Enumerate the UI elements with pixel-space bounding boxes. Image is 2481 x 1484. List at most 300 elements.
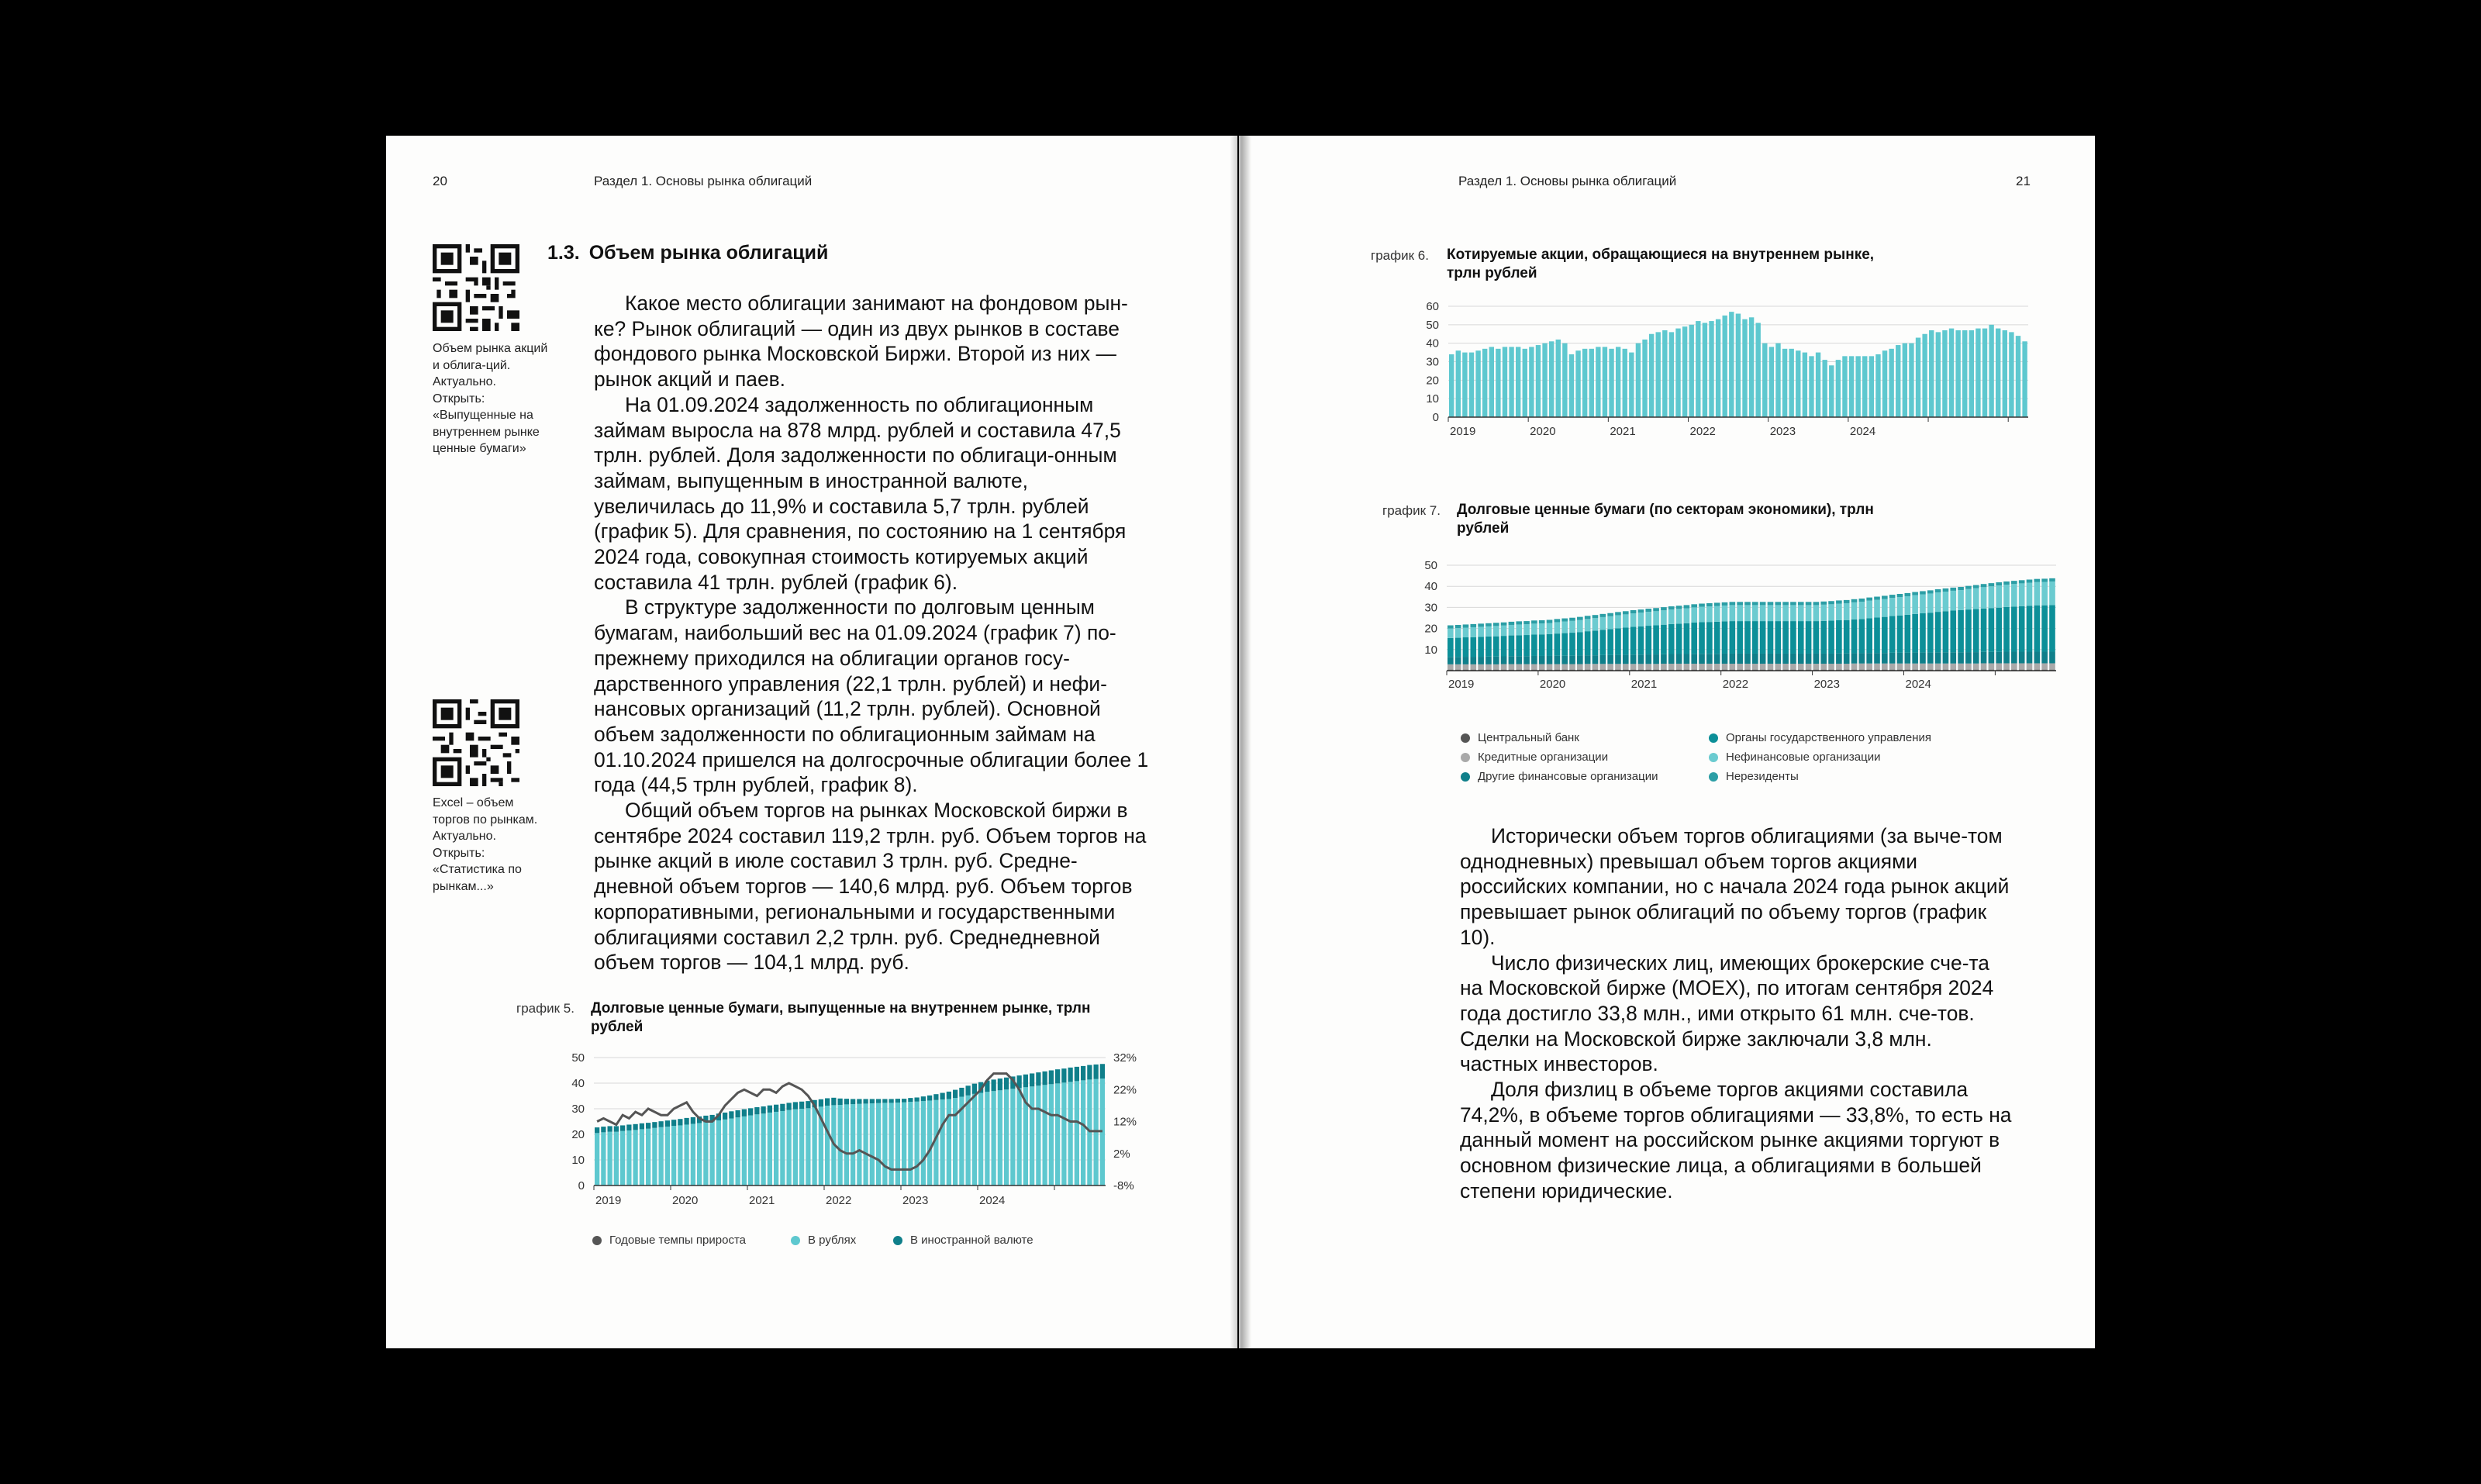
bar-gov <box>1577 632 1583 655</box>
bar-gov <box>1448 638 1454 657</box>
bar-fx <box>889 1099 894 1103</box>
bar-nonres <box>1531 620 1537 623</box>
bar-nonfin <box>1950 591 1956 611</box>
bar-gov <box>1782 621 1789 654</box>
bar-gov <box>1523 635 1530 656</box>
legend-swatch <box>1461 772 1470 782</box>
bar-nonres <box>1668 606 1675 609</box>
bar-nonfin <box>1600 617 1606 630</box>
section-heading <box>547 242 828 264</box>
bar-fx <box>640 1123 644 1130</box>
chart7 <box>1408 554 2067 702</box>
bar-other-fin <box>1615 655 1621 664</box>
bar <box>1949 329 1954 417</box>
bar-nonres <box>1455 625 1461 628</box>
bar-credit <box>1523 664 1530 670</box>
bar-gov <box>1684 623 1690 654</box>
bar <box>2016 336 2020 417</box>
bar-rub <box>825 1106 830 1185</box>
bar-fx <box>742 1110 747 1116</box>
bar-other-fin <box>1470 657 1476 664</box>
x-tick-label: 2019 <box>1450 425 1476 438</box>
bar-credit <box>1691 664 1697 670</box>
bar-nonres <box>1806 602 1812 605</box>
bar-nonres <box>1539 620 1545 623</box>
bar-credit <box>1501 664 1507 670</box>
bar <box>1762 343 1767 417</box>
bar-fx <box>851 1099 855 1104</box>
bar-rub <box>1036 1085 1040 1185</box>
bar <box>1829 365 1834 417</box>
bar-credit <box>1539 664 1545 670</box>
bar-nonfin <box>1820 605 1827 621</box>
bar-gov <box>1722 621 1728 654</box>
bar-nonfin <box>1547 623 1553 634</box>
bar-gov <box>1561 633 1568 656</box>
bar-other-fin <box>1523 656 1530 664</box>
bar-fx <box>966 1085 971 1096</box>
bar-credit <box>1897 664 1903 670</box>
bar-nonfin <box>1463 628 1469 638</box>
right-page <box>1239 136 2095 1348</box>
bar-gov <box>1950 610 1956 652</box>
right-body-text <box>1460 823 2015 1204</box>
bar-fx <box>806 1101 810 1108</box>
bar-gov <box>2003 607 2010 652</box>
bar-other-fin <box>1920 653 1926 664</box>
bar-fx <box>1094 1065 1099 1079</box>
bar-fx <box>620 1125 625 1130</box>
bar-other-fin <box>1661 654 1667 664</box>
chart7-legend-nonfin <box>1709 751 1880 764</box>
bar-other-fin <box>1912 653 1918 664</box>
bar-rub <box>608 1132 612 1185</box>
bar <box>1809 356 1813 417</box>
bar-credit <box>1775 664 1781 670</box>
bar-rub <box>665 1127 670 1185</box>
bar-nonfin <box>1973 588 1979 609</box>
bar-nonres <box>1661 607 1667 610</box>
bar-nonfin <box>1523 624 1530 635</box>
bar-gov <box>1706 622 1713 654</box>
paragraph: Доля физлиц в объеме торгов акциями составила 74,2%, в объеме торгов облигациями — 33,8%, то есть на данный момент на российском рынке акциями торгуют в основном физические лица, а облигациями в большей степени юридические. <box>1460 1078 2012 1203</box>
bar-credit <box>1516 664 1522 670</box>
legend-label: Годовые темпы прироста <box>609 1234 746 1247</box>
bar <box>1616 347 1620 417</box>
paragraph: Общий объем торгов на рынках Московской биржи в сентябре 2024 составил 119,2 трлн. руб. Объем торгов на рынке акций в июле составил 3 трлн. руб. Средне-дневной объем торгов — 140,6 млрд. руб. Объем торгов корпоративными, региональными и государственными облигациями составил 2,2 трлн. руб. Среднедневной объем торгов — 104,1 млрд. руб. <box>594 799 1147 975</box>
bar-credit <box>1828 664 1834 670</box>
bar-other-fin <box>1485 657 1492 664</box>
running-head-left: Раздел 1. Основы рынка облигаций <box>594 174 813 188</box>
bar-rub <box>844 1104 849 1185</box>
bar-rub <box>940 1099 945 1185</box>
bar-rub <box>697 1123 702 1185</box>
bar-nonfin <box>1775 605 1781 621</box>
bar-nonfin <box>1592 618 1599 630</box>
bar-nonres <box>1828 601 1834 604</box>
bar-rub <box>601 1132 606 1185</box>
bar-fx <box>671 1120 676 1126</box>
bar-other-fin <box>1996 652 2002 664</box>
bar-rub <box>1068 1082 1073 1185</box>
legend-label: В иностранной валюте <box>910 1234 1033 1247</box>
bar <box>1962 330 1967 417</box>
chart7-label: график 7. <box>1382 503 1441 518</box>
bar-gov <box>1463 637 1469 657</box>
bar-gov <box>1874 617 1880 653</box>
bar-credit <box>1935 664 1941 670</box>
bar-credit <box>1806 664 1812 670</box>
bar-credit <box>1615 664 1621 669</box>
bar-rub <box>851 1104 855 1185</box>
bar-gov <box>1935 612 1941 652</box>
bar <box>1669 332 1674 417</box>
bar <box>1703 323 1707 417</box>
bar-rub <box>799 1109 804 1185</box>
bar <box>1736 314 1741 417</box>
bar-other-fin <box>1782 654 1789 664</box>
bar-credit <box>1989 663 1995 669</box>
bar-nonres <box>1585 616 1591 619</box>
bar-nonfin <box>1561 622 1568 633</box>
bar-credit <box>1569 664 1575 670</box>
bar-nonfin <box>1943 592 1949 611</box>
legend-swatch <box>791 1236 800 1245</box>
bar-rub <box>716 1120 721 1185</box>
bar-fx <box>652 1122 657 1128</box>
bar-nonfin <box>1806 605 1812 621</box>
bar-gov <box>1555 633 1561 656</box>
bar-fx <box>1030 1073 1034 1086</box>
bar-credit <box>1684 664 1690 670</box>
bar-credit <box>1645 664 1651 669</box>
bar-credit <box>1927 664 1934 670</box>
bar-rub <box>813 1107 817 1185</box>
bar-credit <box>1965 664 1972 670</box>
bar-other-fin <box>1943 652 1949 663</box>
bar-nonres <box>1493 623 1499 626</box>
bar-fx <box>844 1099 849 1104</box>
bar-nonfin <box>1996 585 2002 608</box>
bar-nonfin <box>2049 582 2055 605</box>
y-tick-label: 30 <box>1426 355 1439 369</box>
bar <box>1562 343 1567 417</box>
bar-nonfin <box>2019 583 2025 606</box>
bar-fx <box>646 1123 650 1129</box>
bar-nonres <box>1989 583 1995 586</box>
bar-nonfin <box>1478 626 1484 637</box>
bar <box>1582 349 1587 417</box>
bar <box>1509 347 1513 417</box>
bar-nonfin <box>1828 604 1834 620</box>
bar-gov <box>2011 606 2017 651</box>
bar-credit <box>1493 664 1499 670</box>
bar-fx <box>998 1078 1002 1090</box>
legend-swatch <box>893 1236 902 1245</box>
bar-nonres <box>1859 599 1865 602</box>
bar-credit <box>1668 664 1675 670</box>
bar-nonfin <box>1965 589 1972 609</box>
bar-nonfin <box>1989 586 1995 608</box>
bar <box>1682 326 1687 417</box>
bar-other-fin <box>1958 652 1964 663</box>
bar-other-fin <box>1561 656 1568 664</box>
bar-fx <box>659 1121 664 1127</box>
bar-credit <box>1531 664 1537 670</box>
bar <box>1689 325 1694 417</box>
bar-fx <box>1068 1068 1073 1082</box>
bar-gov <box>1775 621 1781 654</box>
bar-rub <box>1061 1082 1066 1185</box>
bar-gov <box>1889 616 1896 653</box>
bar-rub <box>691 1123 695 1185</box>
bar-rub <box>1075 1081 1079 1185</box>
bar-nonfin <box>1981 587 1987 608</box>
bar-fx <box>787 1103 792 1110</box>
bar-other-fin <box>2034 652 2041 664</box>
bar <box>1836 360 1841 417</box>
bar-gov <box>1965 609 1972 652</box>
bar-fx <box>608 1126 612 1131</box>
bar-nonres <box>1912 592 1918 595</box>
bar <box>1662 330 1667 417</box>
bar-credit <box>2034 663 2041 669</box>
bar-rub <box>1055 1083 1060 1185</box>
bar-gov <box>1958 610 1964 652</box>
bar-credit <box>1859 664 1865 670</box>
legend-swatch <box>1709 733 1718 743</box>
bar-nonfin <box>1706 606 1713 622</box>
bar-nonfin <box>1958 590 1964 610</box>
bar-other-fin <box>1691 654 1697 664</box>
bar-rub <box>620 1131 625 1185</box>
bar <box>1716 319 1720 417</box>
bar-nonres <box>1790 602 1796 605</box>
bar-credit <box>1760 664 1766 670</box>
x-tick-label: 2024 <box>979 1194 1006 1207</box>
bar-fx <box>1023 1075 1028 1088</box>
bar-nonres <box>1501 623 1507 626</box>
bar-gov <box>1509 636 1515 657</box>
bar-fx <box>908 1098 913 1102</box>
bar-nonfin <box>1813 605 1820 621</box>
y-tick-label: 10 <box>1424 643 1437 657</box>
bar-nonres <box>1691 604 1697 607</box>
bar-nonfin <box>1485 626 1492 637</box>
bar-gov <box>1768 621 1774 654</box>
bar-credit <box>1996 663 2002 669</box>
bar-fx <box>748 1108 753 1115</box>
bar-nonfin <box>1455 628 1461 638</box>
bar-rub <box>646 1129 650 1185</box>
bar-nonfin <box>1509 625 1515 636</box>
bar-nonres <box>1981 584 1987 587</box>
x-tick-label: 2020 <box>672 1194 699 1207</box>
bar-fx <box>882 1099 887 1103</box>
bar <box>1796 350 1800 417</box>
bar-nonfin <box>1684 608 1690 623</box>
bar-other-fin <box>1684 654 1690 664</box>
bar-other-fin <box>1569 656 1575 664</box>
bar <box>1523 349 1527 417</box>
bar <box>1675 329 1680 417</box>
book-gutter-shadow <box>1230 136 1251 1348</box>
qr-note-1: Объем рынка акций и облига-ций. Актуально. Открыть: «Выпущенные на внутреннем рынке ценные бумаги» <box>433 342 548 455</box>
bar-gov <box>1585 631 1591 655</box>
bar-fx <box>614 1126 619 1131</box>
bar-other-fin <box>1866 653 1872 664</box>
bar-nonres <box>1676 606 1682 609</box>
bar <box>1596 347 1600 417</box>
chart7-legend-nonres <box>1709 770 1799 783</box>
bar-rub <box>978 1093 983 1185</box>
bar-credit <box>1920 664 1926 670</box>
bar-nonfin <box>1737 605 1743 621</box>
chart5 <box>555 1047 1175 1256</box>
bar-credit <box>1463 664 1469 670</box>
bar-credit <box>1577 664 1583 670</box>
bar-fx <box>1081 1066 1085 1080</box>
bar-fx <box>793 1102 798 1109</box>
y-tick-label: 40 <box>1426 336 1439 350</box>
bar-rub <box>992 1091 996 1185</box>
bar-other-fin <box>1607 655 1613 664</box>
bar-gov <box>1493 637 1499 657</box>
bar-fx <box>761 1106 766 1113</box>
bar-other-fin <box>1448 657 1454 664</box>
bar-other-fin <box>1806 654 1812 664</box>
bar <box>1636 343 1641 417</box>
y2-tick-label: 2% <box>1113 1147 1130 1161</box>
bar-nonfin <box>1653 611 1659 625</box>
bar-nonres <box>1607 613 1613 616</box>
y-tick-label: 0 <box>1432 411 1439 424</box>
bar-credit <box>1958 664 1964 670</box>
bar-nonfin <box>1501 626 1507 636</box>
bar-rub <box>947 1099 951 1185</box>
qr-code-1[interactable] <box>433 244 519 331</box>
bar <box>1936 332 1941 417</box>
chart6 <box>1408 297 2044 444</box>
x-tick-label: 2022 <box>1722 678 1749 691</box>
bar <box>1996 329 2000 417</box>
bar-fx <box>601 1127 606 1132</box>
bar-gov <box>1981 609 1987 652</box>
bar-credit <box>1714 664 1720 670</box>
bar <box>1882 350 1887 417</box>
bar-gov <box>1806 621 1812 654</box>
bar-credit <box>1448 664 1454 670</box>
bar <box>1549 341 1554 417</box>
bar <box>1755 323 1760 417</box>
bar <box>1889 349 1893 417</box>
bar <box>1516 347 1520 417</box>
bar-credit <box>1638 664 1644 669</box>
bar-other-fin <box>1744 654 1751 664</box>
bar-other-fin <box>1897 653 1903 664</box>
bar-gov <box>1531 634 1537 655</box>
chart6-title: Котируемые акции, обращающиеся на внутреннем рынке, трлн рублей <box>1447 247 1875 281</box>
bar-nonres <box>1448 626 1454 629</box>
bar-nonres <box>2011 581 2017 584</box>
bar-credit <box>1706 664 1713 670</box>
bar-fx <box>1043 1072 1047 1085</box>
bar-gov <box>1943 611 1949 652</box>
bar-rub <box>998 1090 1002 1185</box>
bar-other-fin <box>1638 654 1644 664</box>
bar-nonfin <box>1448 629 1454 638</box>
x-tick-label: 2024 <box>1849 425 1876 438</box>
y2-tick-label: 12% <box>1113 1115 1137 1129</box>
bar-nonres <box>1813 602 1820 605</box>
bar-other-fin <box>1676 654 1682 664</box>
bar-rub <box>768 1113 772 1185</box>
bar-nonres <box>1547 619 1553 623</box>
x-tick-label: 2021 <box>1610 425 1636 438</box>
bar-rub <box>882 1103 887 1185</box>
bar-nonres <box>1905 593 1911 596</box>
qr-code-2[interactable] <box>433 699 519 786</box>
bar <box>1496 349 1500 417</box>
bar-other-fin <box>1577 655 1583 664</box>
bar <box>1969 330 1974 417</box>
bar-nonres <box>1874 597 1880 600</box>
bar-fx <box>947 1092 951 1099</box>
bar-fx <box>972 1084 977 1094</box>
bar-fx <box>959 1088 964 1097</box>
bar-gov <box>1813 621 1820 654</box>
bar-rub <box>864 1103 868 1185</box>
bar-fx <box>723 1113 727 1120</box>
bar-nonfin <box>1889 598 1896 616</box>
bar-gov <box>1760 621 1766 654</box>
bar-credit <box>1889 664 1896 670</box>
bar-nonfin <box>1577 620 1583 633</box>
legend-label: Другие финансовые организации <box>1478 770 1658 783</box>
bar-fx <box>921 1096 926 1101</box>
bar <box>1775 343 1780 417</box>
bar-nonfin <box>1798 605 1804 621</box>
bar-nonfin <box>1744 605 1751 621</box>
bar-gov <box>1798 621 1804 654</box>
y-tick-label: 50 <box>1424 559 1437 572</box>
bar <box>1869 356 1874 417</box>
bar-other-fin <box>1836 654 1842 664</box>
bar-nonres <box>1630 610 1637 613</box>
bar-credit <box>1722 664 1728 670</box>
bar-rub <box>838 1105 843 1185</box>
bar-nonfin <box>1539 623 1545 634</box>
bar-credit <box>1836 664 1842 670</box>
bar-nonres <box>1509 622 1515 625</box>
bar-nonres <box>1523 621 1530 624</box>
bar-gov <box>1653 626 1659 655</box>
bar-fx <box>1087 1065 1092 1080</box>
bar-nonres <box>1782 602 1789 605</box>
bar <box>1855 356 1860 417</box>
bar-gov <box>1752 621 1758 654</box>
bar <box>1623 349 1627 417</box>
legend-swatch <box>1709 753 1718 762</box>
bar-credit <box>1509 664 1515 670</box>
bar-rub <box>1087 1079 1092 1185</box>
bar-rub <box>652 1128 657 1185</box>
bar-fx <box>626 1124 631 1130</box>
legend-label: В рублях <box>808 1234 857 1247</box>
bar-rub <box>614 1132 619 1185</box>
bar-gov <box>1607 629 1613 654</box>
bar-nonfin <box>1714 606 1720 621</box>
